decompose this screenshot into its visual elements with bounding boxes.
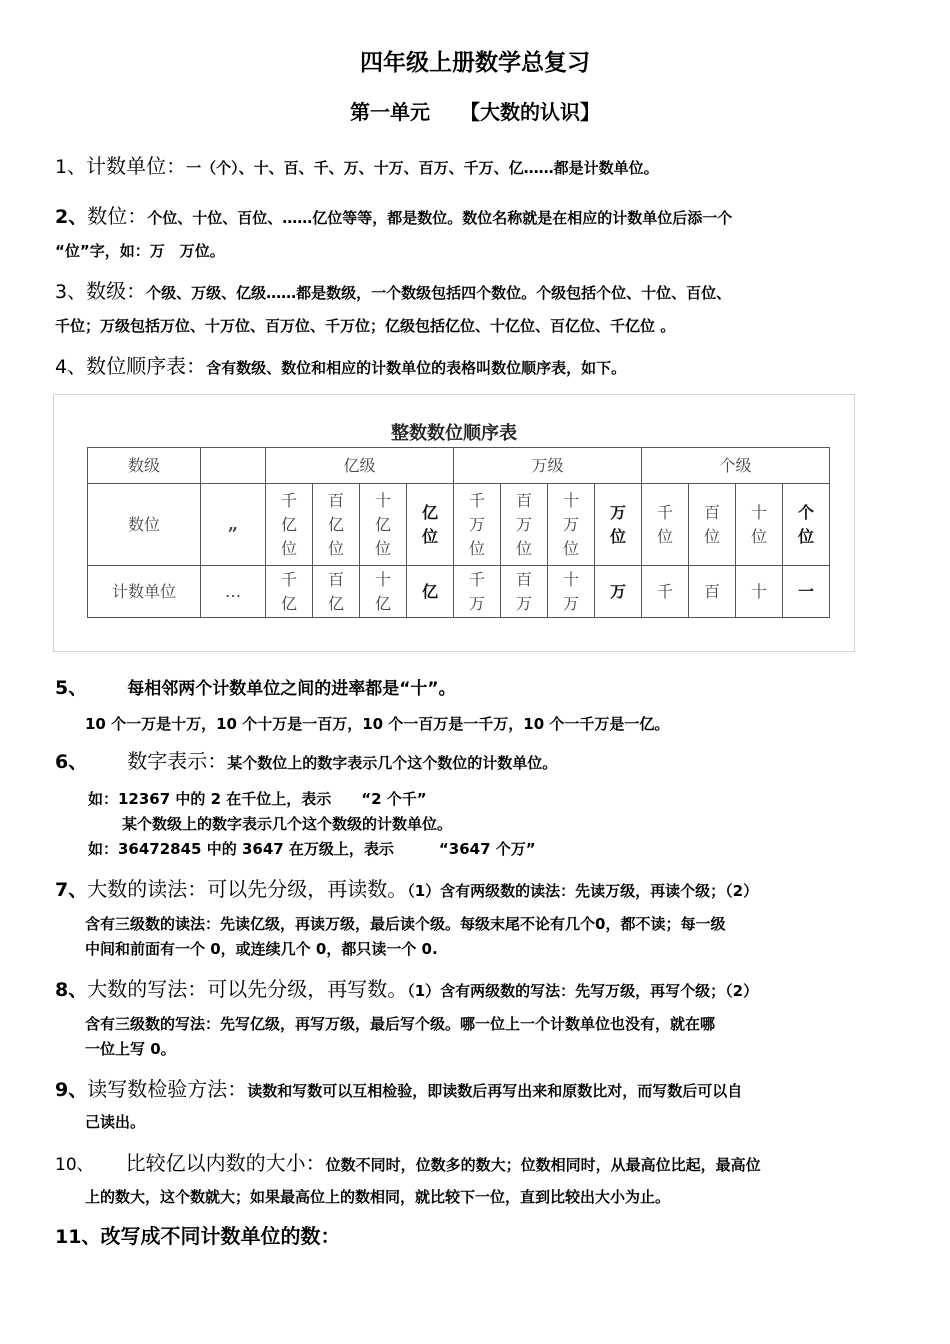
place-char: 个 [797, 502, 814, 522]
unit-char: 亿 [374, 593, 391, 613]
place-cell [501, 484, 548, 566]
unit-char: 万 [515, 593, 532, 613]
row-label-units: 计数单位 [88, 566, 201, 618]
unit-char: 十 [374, 569, 391, 589]
item-8-cont-2: 一位上写 0。 [85, 1040, 176, 1058]
unit-char: 千 [280, 569, 297, 589]
unit-char: 十 [750, 581, 767, 601]
place-cell [736, 484, 783, 566]
unit-char: 百 [515, 569, 532, 589]
place-char: 千 [468, 490, 485, 510]
unit-cell [642, 566, 689, 618]
place-char: 亿 [421, 502, 438, 522]
place-cell [313, 484, 360, 566]
place-cell [266, 484, 313, 566]
place-char: 万 [609, 502, 626, 522]
place-char: 位 [750, 526, 767, 546]
place-char: 位 [374, 538, 391, 558]
unit-heading: 第一单元 【大数的认识】 [350, 100, 600, 124]
item-9-cont: 己读出。 [85, 1113, 146, 1131]
unit-cell [501, 566, 548, 618]
unit-char: 亿 [421, 581, 438, 601]
item-9: 9、读写数检验方法：读数和写数可以互相检验，即读数后再写出来和原数比对，而写数后可以自 [55, 1077, 743, 1101]
place-cell [783, 484, 830, 566]
item-6-example-3: 如：36472845 中的 3647 在万级上，表示 “3647 个万” [88, 840, 536, 858]
unit-char: 万 [562, 593, 579, 613]
item-6-example-2: 某个数级上的数字表示几个这个数级的计数单位。 [122, 815, 453, 833]
item-7-cont-2: 中间和前面有一个 0，或连续几个 0，都只读一个 0. [85, 940, 438, 958]
item-10-cont: 上的数大，这个数就大；如果最高位上的数相同，就比较下一位，直到比较出大小为止。 [85, 1188, 671, 1206]
item-10: 10、 比较亿以内数的大小：位数不同时，位数多的数大；位数相同时，从最高位比起，最高位 [55, 1151, 761, 1175]
place-char: 万 [468, 514, 485, 534]
item-5-cont: 10 个一万是十万，10 个十万是一百万，10 个一百万是一千万，10 个一千万是一亿。 [85, 715, 670, 733]
place-char: 位 [468, 538, 485, 558]
place-char: 亿 [280, 514, 297, 534]
place-char: 亿 [374, 514, 391, 534]
blank-cell [201, 448, 266, 484]
place-char: 百 [327, 490, 344, 510]
item-11: 11、改写成不同计数单位的数： [55, 1224, 341, 1248]
place-char: 位 [515, 538, 532, 558]
unit-char: 千 [468, 569, 485, 589]
place-char: 百 [703, 502, 720, 522]
place-char: 亿 [327, 514, 344, 534]
unit-cell [360, 566, 407, 618]
place-char: 位 [421, 526, 438, 546]
item-1: 1、计数单位：一（个）、十、百、千、万、十万、百万、千万、亿……都是计数单位。 [55, 154, 659, 178]
unit-char: 亿 [327, 593, 344, 613]
item-6-example-1: 如：12367 中的 2 在千位上，表示 “2 个千” [88, 790, 427, 808]
item-3-cont: 千位；万级包括万位、十万位、百万位、千万位；亿级包括亿位、十亿位、百亿位、千亿位 。 [55, 317, 676, 335]
item-8: 8、大数的写法：可以先分级，再写数。（1）含有两级数的写法：先写万级，再写个级；（2） [55, 977, 759, 1001]
place-char: 十 [750, 502, 767, 522]
place-char: 位 [280, 538, 297, 558]
place-value-table-figure [53, 394, 855, 652]
place-cell [642, 484, 689, 566]
place-char: 千 [656, 502, 673, 522]
place-char: 万 [562, 514, 579, 534]
unit-cell [266, 566, 313, 618]
unit-char: 万 [609, 581, 626, 601]
item-3: 3、数级：个级、万级、亿级……都是数级，一个数级包括四个数位。个级包括个位、十位、百位、 [55, 279, 732, 303]
place-value-table [87, 447, 830, 618]
item-6: 6、 数字表示：某个数位上的数字表示几个这个数位的计数单位。 [55, 749, 558, 773]
item-2: 2、数位：个位、十位、百位、……亿位等等，都是数位。数位名称就是在相应的计数单位后添一个 [55, 204, 733, 228]
place-char: 千 [280, 490, 297, 510]
place-char: 百 [515, 490, 532, 510]
place-char: 位 [797, 526, 814, 546]
place-cell [595, 484, 642, 566]
unit-cell [736, 566, 783, 618]
place-cell [454, 484, 501, 566]
page-title: 四年级上册数学总复习 [360, 50, 590, 76]
unit-char: 十 [562, 569, 579, 589]
level-yi: 亿级 [266, 448, 454, 484]
row-label-places: 数位 [88, 484, 201, 566]
item-5: 5、 每相邻两个计数单位之间的进率都是“十”。 [55, 677, 456, 699]
unit-char: 百 [703, 581, 720, 601]
unit-cell [783, 566, 830, 618]
unit-char: 万 [468, 593, 485, 613]
unit-cell [689, 566, 736, 618]
item-4: 4、数位顺序表：含有数级、数位和相应的计数单位的表格叫数位顺序表，如下。 [55, 354, 627, 378]
place-cell [407, 484, 454, 566]
unit-char: 亿 [280, 593, 297, 613]
ellipsis-unit: … [201, 566, 266, 618]
unit-cell [313, 566, 360, 618]
row-label-levels: 数级 [88, 448, 201, 484]
unit-cell [548, 566, 595, 618]
unit-cell [454, 566, 501, 618]
place-char: 位 [562, 538, 579, 558]
place-char: 位 [609, 526, 626, 546]
item-7-cont: 含有三级数的读法：先读亿级，再读万级，最后读个级。每级末尾不论有几个0，都不读；每一级 [85, 915, 726, 933]
place-cell [548, 484, 595, 566]
place-cell [689, 484, 736, 566]
item-2-cont: “位”字，如：万 万位。 [55, 242, 225, 260]
place-char: 十 [374, 490, 391, 510]
place-char: 十 [562, 490, 579, 510]
place-cell [360, 484, 407, 566]
ellipsis-place: „ [201, 484, 266, 566]
level-ge: 个级 [642, 448, 830, 484]
unit-char: 一 [797, 581, 814, 601]
table-title: 整数数位顺序表 [391, 423, 517, 444]
place-char: 位 [703, 526, 720, 546]
unit-char: 千 [656, 581, 673, 601]
place-char: 万 [515, 514, 532, 534]
level-wan: 万级 [454, 448, 642, 484]
unit-cell [407, 566, 454, 618]
item-8-cont: 含有三级数的写法：先写亿级，再写万级，最后写个级。哪一位上一个计数单位也没有，就在哪 [85, 1015, 716, 1033]
place-char: 位 [656, 526, 673, 546]
unit-char: 百 [327, 569, 344, 589]
item-7: 7、大数的读法：可以先分级，再读数。（1）含有两级数的读法：先读万级，再读个级；（2） [55, 877, 759, 901]
place-char: 位 [327, 538, 344, 558]
unit-cell [595, 566, 642, 618]
